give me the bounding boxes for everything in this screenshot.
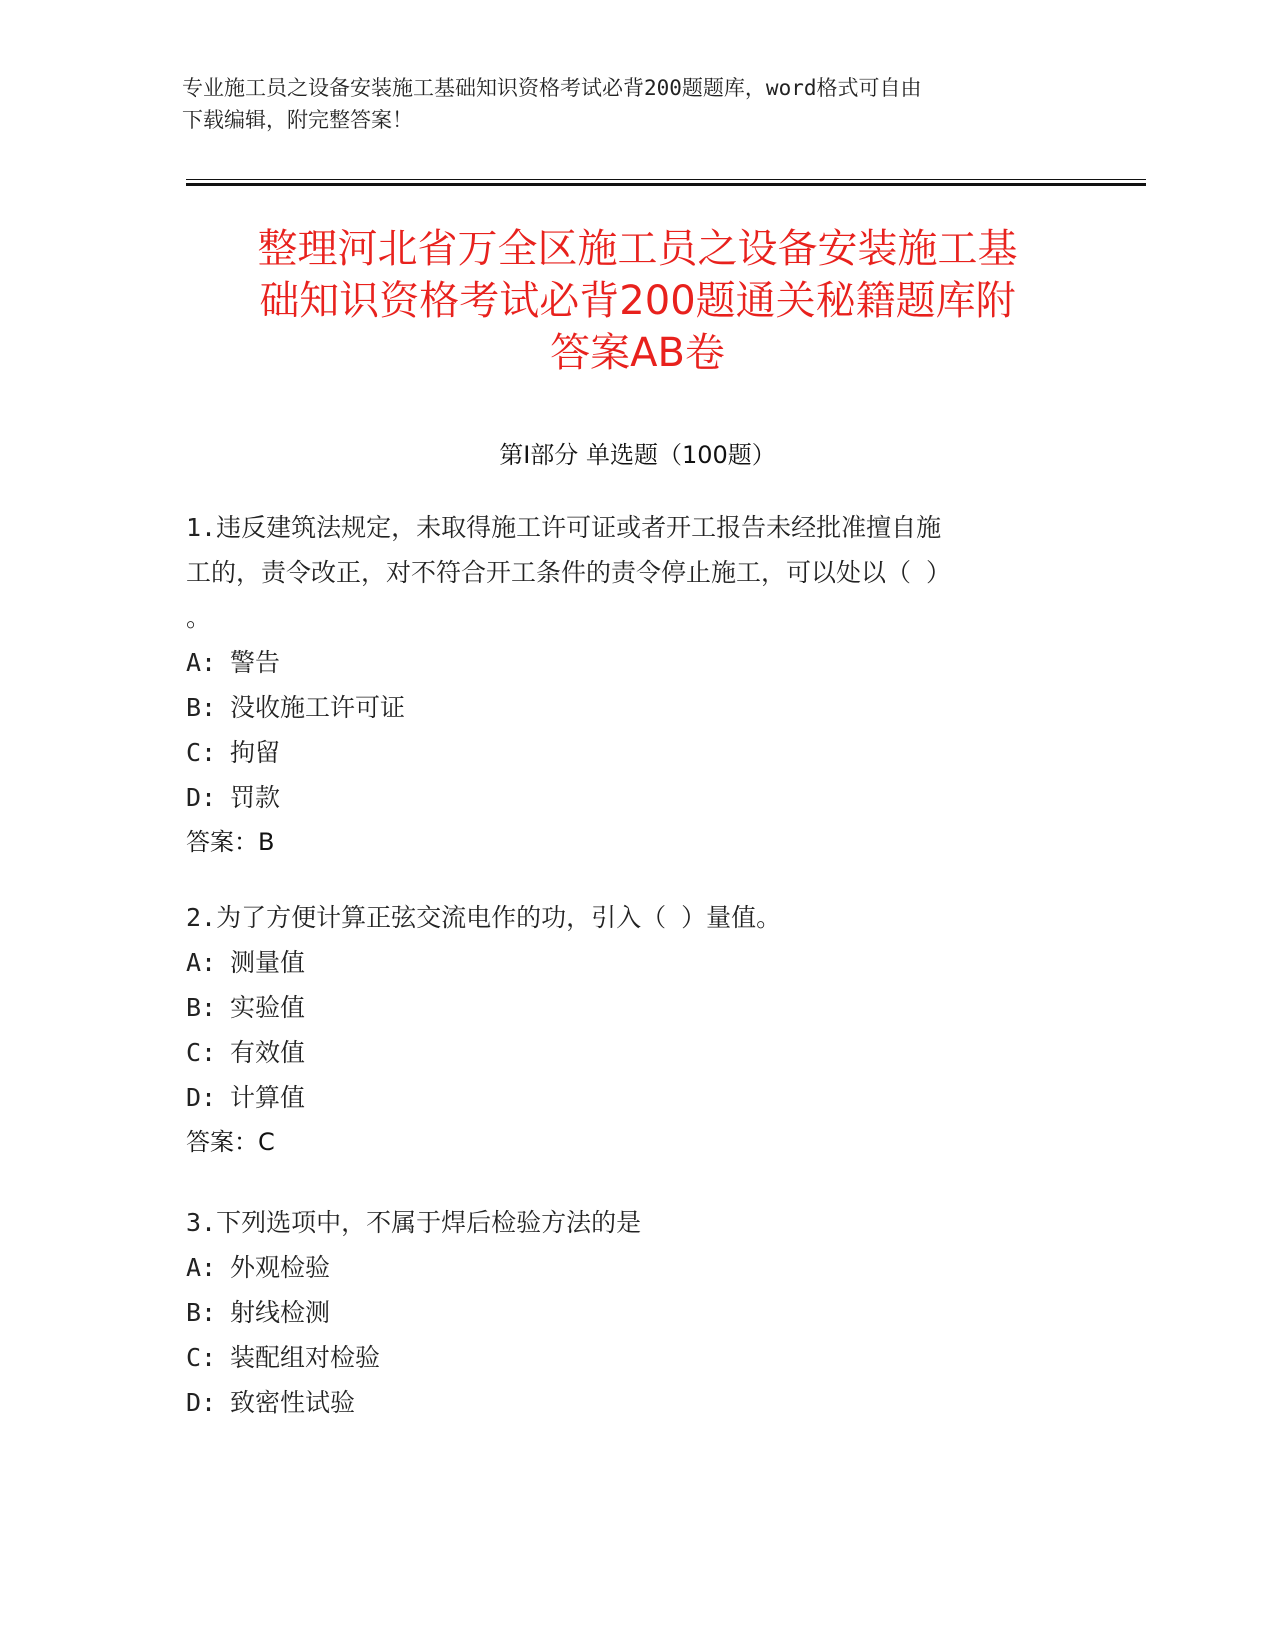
- option-letter: A:: [186, 1253, 217, 1282]
- header-note-line: 专业施工员之设备安装施工基础知识资格考试必背200题题库，word格式可自由: [182, 76, 922, 100]
- header-divider-thick: [186, 183, 1146, 186]
- option-text: 计算值: [230, 1083, 306, 1112]
- option-text: 射线检测: [230, 1298, 331, 1327]
- option-text: 外观检验: [230, 1253, 331, 1282]
- question-line: 工的，责令改正，对不符合开工条件的责令停止施工，可以处以（ ）: [186, 558, 952, 587]
- option-letter: B:: [186, 993, 217, 1022]
- header-divider-thin: [186, 179, 1146, 180]
- option-b: [186, 985, 1066, 1030]
- header-note-line: 下载编辑，附完整答案！: [182, 108, 413, 132]
- question-line: 。: [186, 603, 212, 632]
- option-a: [186, 1245, 1066, 1290]
- option-b: [186, 685, 1066, 730]
- option-text: 拘留: [230, 738, 281, 767]
- option-text: 没收施工许可证: [230, 693, 406, 722]
- option-letter: A:: [186, 948, 217, 977]
- option-letter: C:: [186, 1343, 217, 1372]
- question-text: [186, 505, 1066, 640]
- option-c: [186, 1335, 1066, 1380]
- question-text: [186, 1200, 1066, 1245]
- option-d: [186, 1075, 1066, 1120]
- option-letter: A:: [186, 648, 217, 677]
- option-c: [186, 1030, 1066, 1075]
- option-letter: C:: [186, 1038, 217, 1067]
- answer: 答案：C: [186, 1128, 275, 1156]
- option-letter: D:: [186, 1083, 217, 1112]
- document-title: [186, 223, 1089, 379]
- option-text: 装配组对检验: [230, 1343, 381, 1372]
- question-3: [186, 1200, 1066, 1425]
- section-heading: 第Ⅰ部分 单选题（100题）: [499, 441, 776, 469]
- option-text: 致密性试验: [230, 1388, 356, 1417]
- question-1: [186, 505, 1066, 865]
- option-letter: D:: [186, 783, 217, 812]
- option-b: [186, 1290, 1066, 1335]
- option-text: 测量值: [230, 948, 306, 977]
- option-d: [186, 1380, 1066, 1425]
- option-text: 警告: [230, 648, 281, 677]
- title-line: 础知识资格考试必背200题通关秘籍题库附: [259, 278, 1016, 324]
- option-d: [186, 775, 1066, 820]
- question-line: 1.违反建筑法规定，未取得施工许可证或者开工报告未经批准擅自施: [186, 513, 942, 542]
- option-a: [186, 940, 1066, 985]
- option-text: 有效值: [230, 1038, 306, 1067]
- question-text: [186, 895, 1066, 940]
- option-text: 罚款: [230, 783, 281, 812]
- question-2: [186, 895, 1066, 1165]
- header-note: [182, 72, 1062, 136]
- option-letter: C:: [186, 738, 217, 767]
- question-line: 3.下列选项中，不属于焊后检验方法的是: [186, 1208, 642, 1237]
- option-letter: B:: [186, 1298, 217, 1327]
- option-c: [186, 730, 1066, 775]
- option-letter: D:: [186, 1388, 217, 1417]
- title-line: 整理河北省万全区施工员之设备安装施工基: [257, 226, 1018, 272]
- title-line: 答案AB卷: [550, 330, 725, 376]
- option-a: [186, 640, 1066, 685]
- question-line: 2.为了方便计算正弦交流电作的功，引入（ ）量值。: [186, 903, 782, 932]
- option-text: 实验值: [230, 993, 306, 1022]
- option-letter: B:: [186, 693, 217, 722]
- answer: 答案：B: [186, 828, 275, 856]
